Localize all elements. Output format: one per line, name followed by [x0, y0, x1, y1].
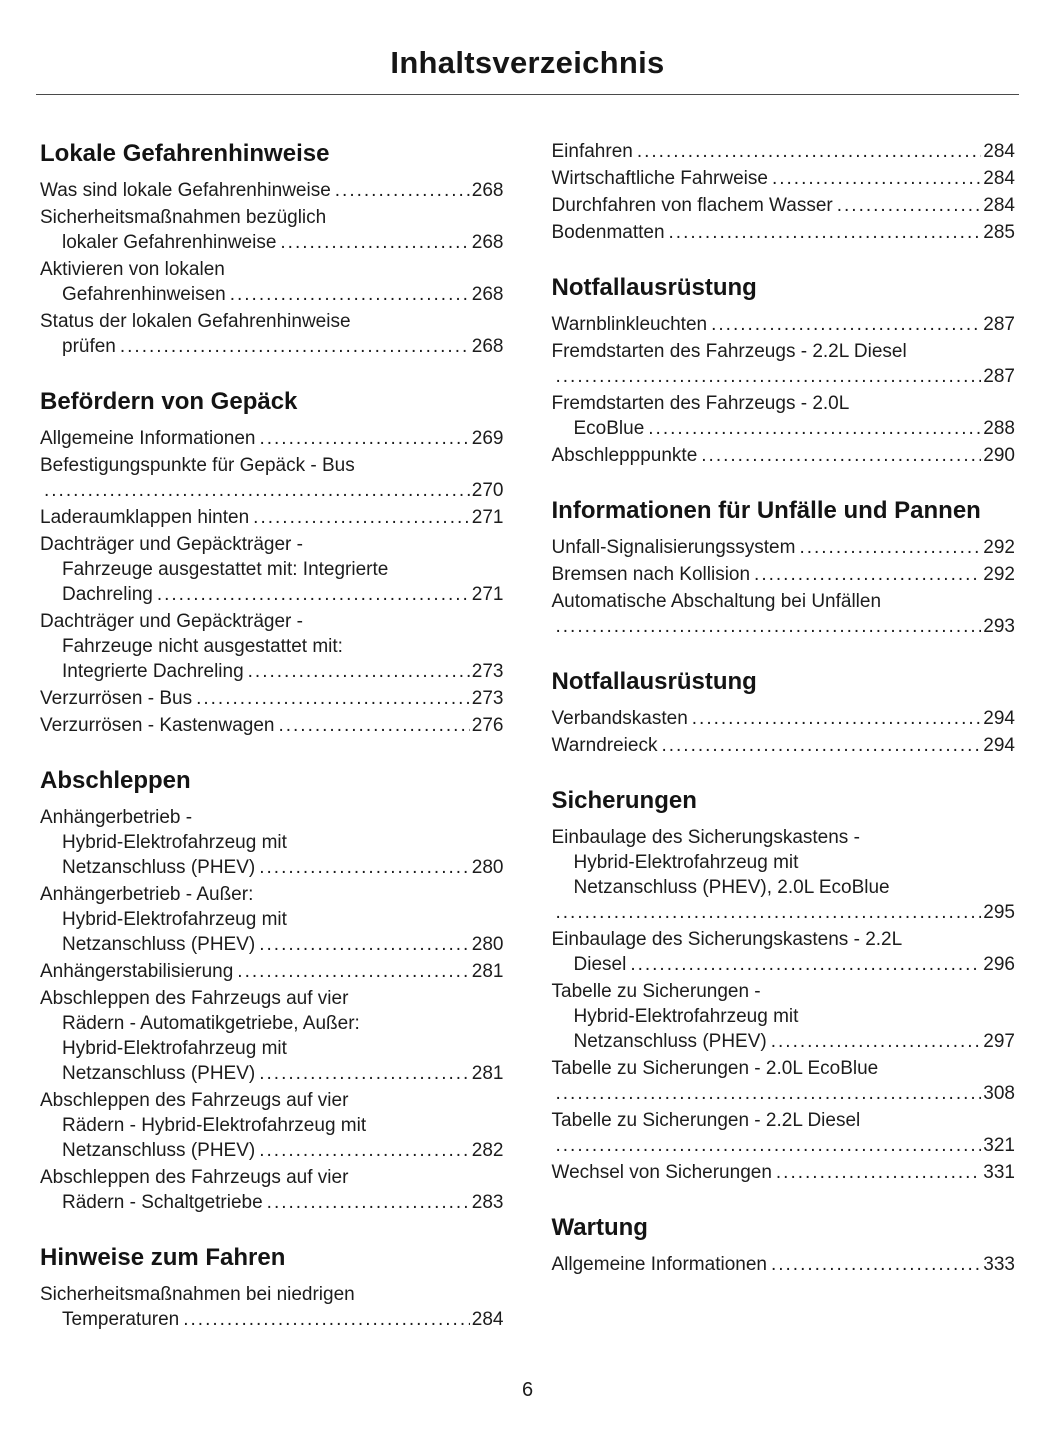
- toc-entry: [552, 1252, 1016, 1277]
- entry-text-line: Hybrid-Elektrofahrzeug mit: [573, 1006, 799, 1027]
- entry-leader-line: [552, 193, 1016, 218]
- toc-section: [40, 139, 504, 359]
- dot-leader: [259, 932, 470, 957]
- page-number-footer: 6: [521, 1379, 534, 1401]
- entry-page-number: 281: [471, 1063, 504, 1084]
- dot-leader: [259, 1061, 470, 1086]
- entry-page-number: 276: [471, 715, 504, 736]
- entry-page-number: 268: [471, 336, 504, 357]
- dot-leader: [253, 505, 470, 530]
- toc-section: [40, 766, 504, 1215]
- dot-leader: [556, 900, 982, 925]
- section-heading: Wartung: [551, 1214, 648, 1241]
- entry-text-line: Befestigungspunkte für Gepäck - Bus: [40, 455, 355, 476]
- entry-title: Netzanschluss (PHEV): [62, 857, 256, 878]
- entry-leader-line: [552, 1029, 1016, 1054]
- dot-leader: [237, 959, 470, 984]
- page-title: Inhaltsverzeichnis: [390, 45, 665, 80]
- entry-title: Was sind lokale Gefahrenhinweise: [40, 180, 331, 201]
- toc-entry: [40, 257, 504, 307]
- entry-title: Rädern - Schaltgetriebe: [62, 1192, 263, 1213]
- dot-leader: [630, 952, 981, 977]
- entry-leader-line: [40, 1061, 504, 1086]
- dot-leader: [837, 193, 982, 218]
- entry-leader-line: [552, 166, 1016, 191]
- entry-text-line: Tabelle zu Sicherungen - 2.2L Diesel: [551, 1110, 861, 1131]
- toc-entry: [40, 1088, 504, 1163]
- entry-page-number: 292: [983, 564, 1015, 585]
- entry-page-number: 280: [471, 857, 504, 878]
- toc-entry: [40, 686, 504, 711]
- dot-leader: [648, 416, 981, 441]
- entry-text-line: Einbaulage des Sicherungskastens -: [551, 827, 860, 848]
- entry-leader-line: [552, 312, 1016, 337]
- entry-leader-line: [40, 659, 504, 684]
- entry-title: EcoBlue: [573, 418, 645, 439]
- toc-entry: [552, 1056, 1016, 1106]
- toc-entry: [552, 339, 1016, 389]
- entry-title: Netzanschluss (PHEV): [62, 1063, 256, 1084]
- toc-entry: [40, 532, 504, 607]
- toc-section: [552, 496, 1016, 639]
- entry-leader-line: [40, 426, 504, 451]
- dot-leader: [701, 443, 981, 468]
- entry-title: Verzurrösen - Bus: [40, 688, 193, 709]
- dot-leader: [259, 855, 470, 880]
- entry-leader-line: [40, 230, 504, 255]
- entry-leader-line: [552, 443, 1016, 468]
- entry-title: Warnblinkleuchten: [551, 314, 708, 335]
- entry-text-line: Hybrid-Elektrofahrzeug mit: [62, 909, 287, 930]
- toc-entry: [552, 220, 1016, 245]
- entry-leader-line: [40, 505, 504, 530]
- entry-page-number: 284: [983, 195, 1015, 216]
- toc-entry: [552, 562, 1016, 587]
- section-heading: Hinweise zum Fahren: [40, 1244, 286, 1271]
- dot-leader: [556, 1133, 982, 1158]
- section-heading: Sicherungen: [551, 787, 697, 814]
- entry-text-line: Aktivieren von lokalen: [40, 259, 225, 280]
- entry-leader-line: [552, 220, 1016, 245]
- entry-page-number: 296: [983, 954, 1015, 975]
- entry-page-number: 297: [983, 1031, 1015, 1052]
- toc-entry: [552, 927, 1016, 977]
- entry-page-number: 269: [471, 428, 504, 449]
- toc-entry: [552, 391, 1016, 441]
- toc-entry: [40, 453, 504, 503]
- entry-title: Integrierte Dachreling: [62, 661, 244, 682]
- entry-leader-line: [40, 1190, 504, 1215]
- entry-text-line: Dachträger und Gepäckträger -: [40, 611, 303, 632]
- entry-text-line: Rädern - Hybrid-Elektrofahrzeug mit: [62, 1115, 367, 1136]
- entry-title: Warndreieck: [551, 735, 658, 756]
- entry-leader-line: [40, 686, 504, 711]
- dot-leader: [278, 713, 469, 738]
- entry-text-line: Hybrid-Elektrofahrzeug mit: [573, 852, 799, 873]
- entry-leader-line: [40, 178, 504, 203]
- entry-title: Anhängerstabilisierung: [40, 961, 234, 982]
- toc-entry: [552, 1160, 1016, 1185]
- dot-leader: [259, 1138, 470, 1163]
- entry-leader-line: [40, 855, 504, 880]
- entry-page-number: 281: [471, 961, 504, 982]
- dot-leader: [556, 1081, 982, 1106]
- dot-leader: [267, 1190, 470, 1215]
- entry-title: Verzurrösen - Kastenwagen: [40, 715, 275, 736]
- entry-leader-line: [552, 416, 1016, 441]
- dot-leader: [669, 220, 982, 245]
- entry-title: Laderaumklappen hinten: [40, 507, 250, 528]
- entry-text-line: Abschleppen des Fahrzeugs auf vier: [40, 1090, 349, 1111]
- toc-section: [552, 786, 1016, 1185]
- entry-leader-line: [552, 562, 1016, 587]
- entry-title: Diesel: [573, 954, 627, 975]
- entry-leader-line: [40, 334, 504, 359]
- toc-entry: [40, 205, 504, 255]
- dot-leader: [183, 1307, 470, 1332]
- dot-leader: [771, 1029, 982, 1054]
- entry-page-number: 268: [471, 284, 504, 305]
- entry-leader-line: [40, 1138, 504, 1163]
- entry-title: Durchfahren von flachem Wasser: [551, 195, 833, 216]
- entry-leader-line: [552, 952, 1016, 977]
- entry-text-line: Einbaulage des Sicherungskastens - 2.2L: [551, 929, 903, 950]
- entry-page-number: 333: [983, 1254, 1015, 1275]
- toc-section: [552, 273, 1016, 468]
- entry-leader-line: [552, 614, 1016, 639]
- dot-leader: [556, 614, 982, 639]
- toc-section: [552, 1213, 1016, 1277]
- entry-title: Wechsel von Sicherungen: [551, 1162, 772, 1183]
- entry-page-number: 290: [983, 445, 1015, 466]
- entry-title: Abschlepppunkte: [551, 445, 698, 466]
- entry-title: Verbandskasten: [551, 708, 688, 729]
- entry-page-number: 295: [983, 902, 1015, 923]
- entry-leader-line: [552, 139, 1016, 164]
- entry-page-number: 282: [471, 1140, 504, 1161]
- entry-title: prüfen: [62, 336, 116, 357]
- toc-entry: [552, 193, 1016, 218]
- entry-text-line: Anhängerbetrieb -: [40, 807, 193, 828]
- toc-entry: [40, 959, 504, 984]
- entry-text-line: Sicherheitsmaßnahmen bei niedrigen: [40, 1284, 355, 1305]
- dot-leader: [711, 312, 981, 337]
- dot-leader: [772, 166, 981, 191]
- entry-page-number: 285: [983, 222, 1015, 243]
- entry-text-line: Sicherheitsmaßnahmen bezüglich: [40, 207, 327, 228]
- entry-page-number: 293: [983, 616, 1015, 637]
- toc-section: [40, 387, 504, 738]
- toc-entry: [40, 178, 504, 203]
- entry-text-line: Tabelle zu Sicherungen - 2.0L EcoBlue: [551, 1058, 879, 1079]
- dot-leader: [44, 478, 470, 503]
- dot-leader: [335, 178, 470, 203]
- toc-entry: [552, 443, 1016, 468]
- toc-entry: [552, 312, 1016, 337]
- entry-title: Netzanschluss (PHEV): [62, 934, 256, 955]
- entry-leader-line: [552, 733, 1016, 758]
- entry-title: Bremsen nach Kollision: [551, 564, 751, 585]
- entry-leader-line: [552, 1133, 1016, 1158]
- entry-leader-line: [40, 959, 504, 984]
- dot-leader: [776, 1160, 981, 1185]
- entry-text-line: Fremdstarten des Fahrzeugs - 2.0L: [551, 393, 850, 414]
- entry-title: Netzanschluss (PHEV): [62, 1140, 256, 1161]
- dot-leader: [661, 733, 981, 758]
- section-heading: Informationen für Unfälle und Pannen: [551, 497, 981, 524]
- dot-leader: [248, 659, 470, 684]
- entry-page-number: 284: [983, 168, 1015, 189]
- dot-leader: [120, 334, 470, 359]
- entry-text-line: Abschleppen des Fahrzeugs auf vier: [40, 1167, 349, 1188]
- dot-leader: [799, 535, 981, 560]
- entry-page-number: 268: [471, 180, 504, 201]
- entry-page-number: 287: [983, 314, 1015, 335]
- entry-page-number: 321: [983, 1135, 1015, 1156]
- entry-leader-line: [40, 582, 504, 607]
- toc-column-left: [40, 139, 504, 1334]
- dot-leader: [692, 706, 982, 731]
- entry-page-number: 271: [471, 507, 504, 528]
- entry-page-number: 288: [983, 418, 1015, 439]
- entry-leader-line: [40, 282, 504, 307]
- dot-leader: [771, 1252, 981, 1277]
- entry-text-line: Tabelle zu Sicherungen -: [551, 981, 761, 1002]
- entry-page-number: 273: [471, 661, 504, 682]
- entry-text-line: Hybrid-Elektrofahrzeug mit: [62, 832, 287, 853]
- toc-section: [552, 667, 1016, 758]
- toc-entry: [40, 1282, 504, 1332]
- entry-title: Allgemeine Informationen: [551, 1254, 767, 1275]
- entry-page-number: 308: [983, 1083, 1015, 1104]
- entry-text-line: Netzanschluss (PHEV), 2.0L EcoBlue: [573, 877, 890, 898]
- section-heading: Notfallausrüstung: [551, 668, 757, 695]
- toc-section: [552, 139, 1016, 245]
- entry-page-number: 270: [471, 480, 504, 501]
- entry-text-line: Automatische Abschaltung bei Unfällen: [551, 591, 882, 612]
- entry-page-number: 284: [471, 1309, 504, 1330]
- toc-entry: [552, 166, 1016, 191]
- entry-leader-line: [552, 1160, 1016, 1185]
- entry-text-line: Dachträger und Gepäckträger -: [40, 534, 303, 555]
- entry-title: Gefahrenhinweisen: [62, 284, 226, 305]
- entry-leader-line: [552, 535, 1016, 560]
- toc-entry: [40, 882, 504, 957]
- dot-leader: [556, 364, 982, 389]
- entry-page-number: 268: [471, 232, 504, 253]
- entry-text-line: Anhängerbetrieb - Außer:: [40, 884, 254, 905]
- toc-entry: [40, 986, 504, 1086]
- entry-title: lokaler Gefahrenhinweise: [62, 232, 277, 253]
- toc-entry: [552, 535, 1016, 560]
- entry-text-line: Abschleppen des Fahrzeugs auf vier: [40, 988, 349, 1009]
- entry-title: Einfahren: [551, 141, 633, 162]
- entry-page-number: 294: [983, 735, 1015, 756]
- entry-leader-line: [40, 1307, 504, 1332]
- toc-entry: [40, 805, 504, 880]
- entry-page-number: 294: [983, 708, 1015, 729]
- entry-title: Unfall-Signalisierungssystem: [551, 537, 796, 558]
- entry-text-line: Fremdstarten des Fahrzeugs - 2.2L Diesel: [551, 341, 907, 362]
- entry-page-number: 292: [983, 537, 1015, 558]
- title-rule: [36, 94, 1019, 95]
- entry-page-number: 287: [983, 366, 1015, 387]
- entry-leader-line: [552, 364, 1016, 389]
- toc-columns: [36, 139, 1019, 1334]
- entry-page-number: 280: [471, 934, 504, 955]
- entry-page-number: 331: [983, 1162, 1015, 1183]
- toc-entry: [40, 426, 504, 451]
- dot-leader: [259, 426, 469, 451]
- toc-entry: [40, 309, 504, 359]
- entry-page-number: 283: [471, 1192, 504, 1213]
- toc-entry: [552, 706, 1016, 731]
- toc-entry: [40, 609, 504, 684]
- dot-leader: [280, 230, 469, 255]
- dot-leader: [637, 139, 981, 164]
- toc-section: [40, 1243, 504, 1332]
- entry-leader-line: [40, 478, 504, 503]
- dot-leader: [230, 282, 470, 307]
- toc-entry: [552, 825, 1016, 925]
- entry-text-line: Rädern - Automatikgetriebe, Außer:: [62, 1013, 360, 1034]
- toc-entry: [40, 713, 504, 738]
- toc-entry: [40, 1165, 504, 1215]
- dot-leader: [157, 582, 470, 607]
- dot-leader: [196, 686, 470, 711]
- section-heading: Befördern von Gepäck: [40, 388, 298, 415]
- entry-title: Netzanschluss (PHEV): [573, 1031, 767, 1052]
- toc-entry: [552, 979, 1016, 1054]
- toc-entry: [552, 1108, 1016, 1158]
- section-heading: Abschleppen: [40, 767, 191, 794]
- entry-title: Allgemeine Informationen: [40, 428, 256, 449]
- entry-title: Wirtschaftliche Fahrweise: [551, 168, 768, 189]
- entry-text-line: Hybrid-Elektrofahrzeug mit: [62, 1038, 287, 1059]
- section-heading: Notfallausrüstung: [551, 274, 757, 301]
- entry-leader-line: [552, 1252, 1016, 1277]
- toc-entry: [552, 589, 1016, 639]
- entry-text-line: Status der lokalen Gefahrenhinweise: [40, 311, 351, 332]
- entry-text-line: Fahrzeuge nicht ausgestattet mit:: [62, 636, 343, 657]
- entry-leader-line: [40, 713, 504, 738]
- entry-page-number: 273: [471, 688, 504, 709]
- entry-leader-line: [552, 900, 1016, 925]
- entry-leader-line: [552, 706, 1016, 731]
- toc-entry: [40, 505, 504, 530]
- entry-page-number: 284: [983, 141, 1015, 162]
- entry-title: Bodenmatten: [551, 222, 665, 243]
- toc-entry: [552, 139, 1016, 164]
- entry-title: Temperaturen: [62, 1309, 180, 1330]
- section-heading: Lokale Gefahrenhinweise: [40, 140, 330, 167]
- entry-text-line: Fahrzeuge ausgestattet mit: Integrierte: [62, 559, 389, 580]
- dot-leader: [754, 562, 981, 587]
- entry-leader-line: [552, 1081, 1016, 1106]
- toc-column-right: [552, 139, 1016, 1334]
- entry-title: Dachreling: [62, 584, 153, 605]
- entry-leader-line: [40, 932, 504, 957]
- entry-page-number: 271: [471, 584, 504, 605]
- toc-entry: [552, 733, 1016, 758]
